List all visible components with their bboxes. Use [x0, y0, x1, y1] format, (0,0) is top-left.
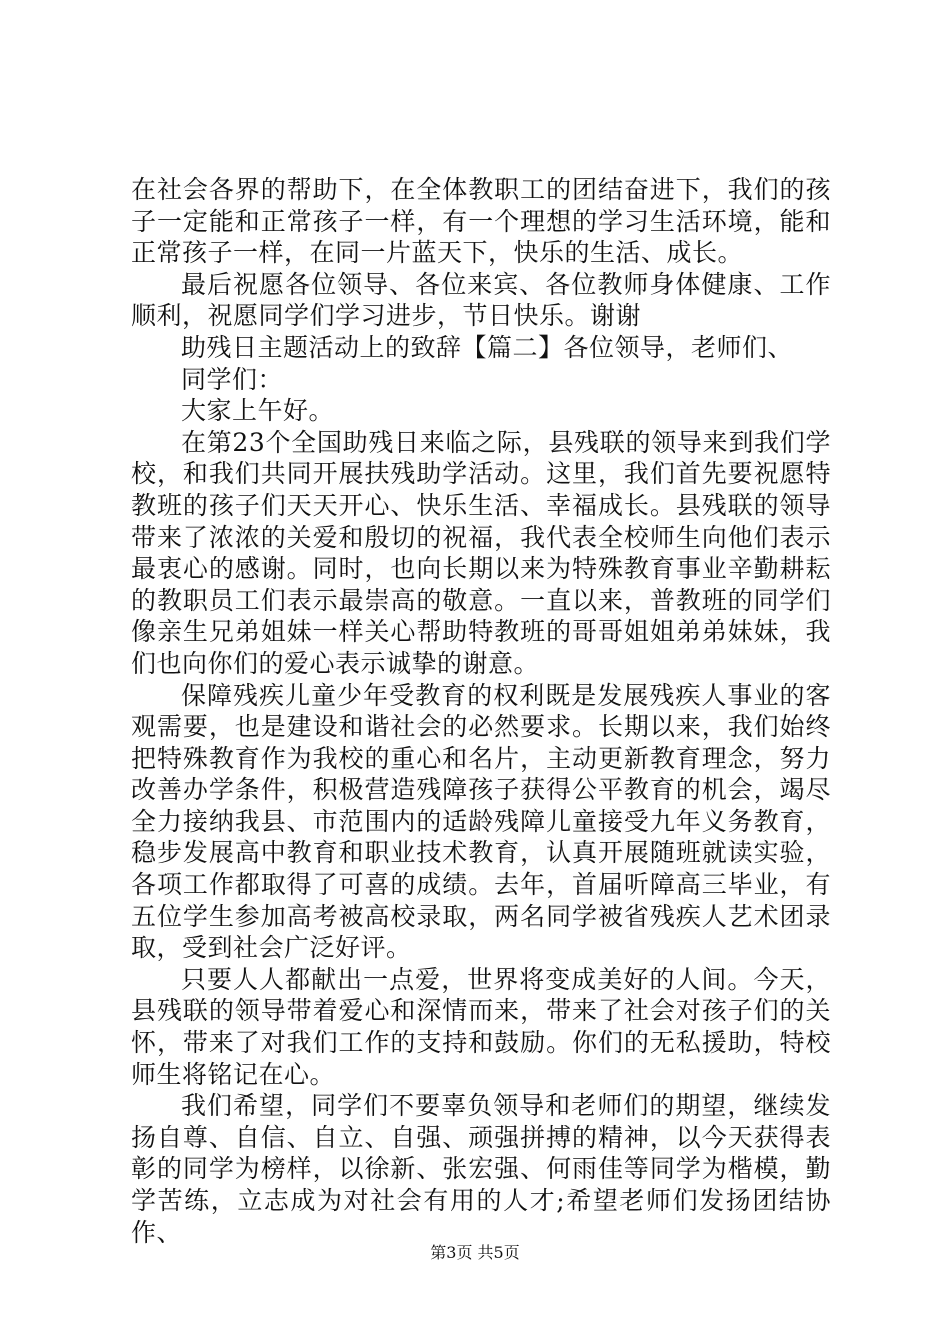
page-number-footer: 第3页 共5页 — [430, 1243, 520, 1262]
paragraph-8: 只要人人都献出一点爱，世界将变成美好的人间。今天，县残联的领导带着爱心和深情而来，带来了社会对孩子们的关怀，带来了对我们工作的支持和鼓励。你们的无私援助，特校师生将铭记在心。 — [131, 964, 831, 1089]
paragraph-2: 最后祝愿各位领导、各位来宾、各位教师身体健康、工作顺利，祝愿同学们学习进步，节日快乐。谢谢 — [131, 269, 831, 331]
paragraph-salutation: 同学们： — [181, 364, 284, 394]
paragraph-9: 我们希望，同学们不要辜负领导和老师们的期望，继续发扬自尊、自信、自立、自强、顽强拼搏的精神，以今天获得表彰的同学为榜样，以徐新、张宏强、何雨佳等同学为楷模，勤学苦练，立志成为对社会有用的人才;希望老师们发扬团结协作、 — [131, 1091, 831, 1247]
paragraph-7: 保障残疾儿童少年受教育的权利既是发展残疾人事业的客观需要，也是建设和谐社会的必然要求。长期以来，我们始终把特殊教育作为我校的重心和名片，主动更新教育理念，努力改善办学条件，积极营造残障孩子获得公平教育的机会，竭尽全力接纳我县、市范围内的适龄残障儿童接受九年义务教育，稳步发展高中教育和职业技术教育，认真开展随班就读实验，各项工作都取得了可喜的成绩。去年，首届听障高三毕业，有五位学生参加高考被高校录取，两名同学被省残疾人艺术团录取，受到社会广泛好评。 — [131, 680, 831, 963]
document-body — [131, 174, 831, 1248]
paragraph-1: 在社会各界的帮助下，在全体教职工的团结奋进下，我们的孩子一定能和正常孩子一样，有一个理想的学习生活环境，能和正常孩子一样，在同一片蓝天下，快乐的生活、成长。 — [131, 175, 831, 268]
paragraph-6: 在第23个全国助残日来临之际，县残联的领导来到我们学校，和我们共同开展扶残助学活动。这里，我们首先要祝愿特教班的孩子们天天开心、快乐生活、幸福成长。县残联的领导带来了浓浓的关爱和殷切的祝福，我代表全校师生向他们表示最衷心的感谢。同时，也向长期以来为特殊教育事业辛勤耕耘的教职员工们表示最崇高的敬意。一直以来，普教班的同学们像亲生兄弟姐妹一样关心帮助特教班的哥哥姐姐弟弟妹妹，我们也向你们的爱心表示诚挚的谢意。 — [131, 427, 831, 678]
section-heading: 助残日主题活动上的致辞【篇二】各位领导，老师们、 — [181, 332, 794, 362]
paragraph-greeting: 大家上午好。 — [181, 396, 335, 426]
